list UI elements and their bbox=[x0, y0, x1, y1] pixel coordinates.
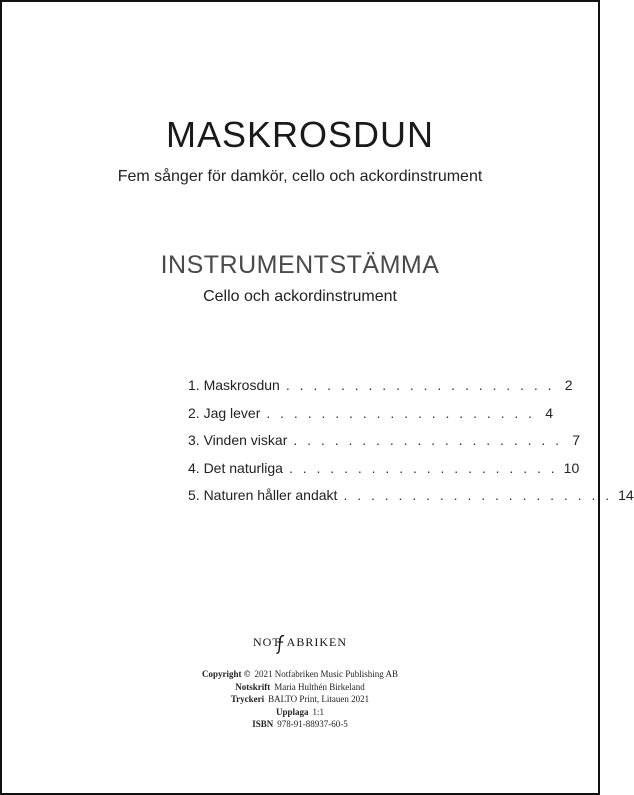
toc-entry-title: 3. Vinden viskar bbox=[188, 432, 288, 448]
toc-entry-page: 2 bbox=[564, 377, 573, 393]
toc-entry bbox=[188, 376, 573, 404]
toc-leader-dots: . . . . . . . . . . . . . . . . . . . . bbox=[288, 459, 558, 476]
toc-entry bbox=[188, 404, 554, 432]
credit-label: Upplaga bbox=[275, 706, 309, 717]
book-subtitle: Fem sånger för damkör, cello och ackordinstrument bbox=[117, 168, 483, 185]
logo-text-left: NOT bbox=[252, 635, 281, 649]
credit-line bbox=[2, 681, 598, 694]
part-title: INSTRUMENTSTÄMMA bbox=[160, 251, 440, 279]
credit-line bbox=[2, 718, 598, 731]
credit-line bbox=[2, 668, 598, 681]
toc-entry-title: 1. Maskrosdun bbox=[188, 377, 280, 393]
toc-leader-dots: . . . . . . . . . . . . . . . . . . . . bbox=[343, 487, 613, 503]
toc-leader-dots: . . . . . . . . . . . . . . . . . . . . bbox=[285, 377, 555, 393]
credit-label: Notskrift bbox=[235, 681, 271, 692]
credit-value: 978-91-88937-60-5 bbox=[277, 719, 348, 730]
table-of-contents bbox=[188, 376, 634, 514]
credit-value: 2021 Notfabriken Music Publishing AB bbox=[254, 669, 398, 679]
book-title: MASKROSDUN bbox=[165, 114, 435, 155]
part-subtitle: Cello och ackordinstrument bbox=[203, 288, 397, 305]
toc-entry bbox=[188, 486, 634, 514]
toc-entry-title: 4. Det naturliga bbox=[188, 459, 283, 476]
credit-value: Maria Hulthén Birkeland bbox=[274, 681, 365, 692]
toc-entry-page: 10 bbox=[563, 459, 580, 476]
credit-line bbox=[2, 706, 598, 719]
toc-entry-page: 7 bbox=[572, 432, 581, 448]
toc-entry-page: 4 bbox=[545, 404, 554, 421]
logo-text-right: ABRIKEN bbox=[286, 635, 347, 649]
credit-label: Copyright © bbox=[202, 669, 251, 679]
toc-entry-title: 5. Naturen håller andakt bbox=[188, 487, 338, 503]
credit-label: Tryckeri bbox=[230, 694, 265, 705]
toc-entry-page: 14 bbox=[618, 487, 634, 503]
toc-entry bbox=[188, 431, 581, 459]
credit-value: 1:1 bbox=[312, 706, 325, 717]
toc-leader-dots: . . . . . . . . . . . . . . . . . . . . bbox=[266, 404, 536, 421]
toc-entry bbox=[188, 459, 580, 487]
credit-line bbox=[2, 693, 598, 706]
credit-value: BALTO Print, Litauen 2021 bbox=[268, 694, 370, 705]
credit-label: ISBN bbox=[252, 719, 274, 730]
publisher-logo bbox=[2, 635, 598, 650]
toc-leader-dots: . . . . . . . . . . . . . . . . . . . . bbox=[293, 432, 563, 448]
credits-block bbox=[2, 668, 598, 731]
toc-entry-title: 2. Jag lever bbox=[188, 404, 261, 421]
